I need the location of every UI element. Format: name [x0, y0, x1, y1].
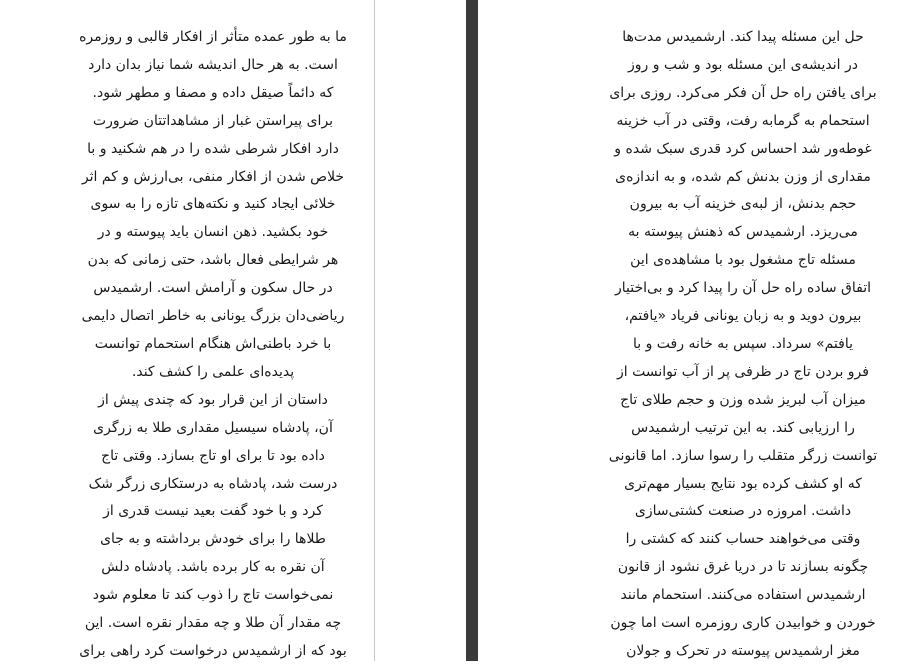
text-line: آن، پادشاه سیسیل مقداری طلا به زرگری — [93, 419, 333, 436]
text-line: پدیده‌ای علمی را کشف کند. — [131, 363, 295, 380]
book-gutter — [375, 0, 478, 661]
text-line: ما به طور عمده متأثر از افکار قالبی و روزمره — [79, 29, 347, 45]
text-line: با خرد باطنی‌اش هنگام استحمام توانست — [94, 335, 332, 352]
text-line: فرو بردن تاج در ظرفی پر از آب توانست از — [617, 363, 869, 380]
text-line: وقتی می‌خواهند حساب کنند که کشتی را — [625, 531, 861, 548]
text-line: بیرون دوید و به زبان یونانی فریاد «یافتم، — [624, 308, 862, 325]
left-page — [0, 0, 375, 661]
text-line: داشت. امروزه در صنعت کشتی‌سازی — [634, 503, 852, 520]
text-line: نمی‌خواست تاج را ذوب کند تا معلوم شود — [92, 587, 334, 604]
text-line: برای یافتن راه حل آن فکر می‌کرد. روزی برای — [609, 84, 877, 101]
text-line: بود که از ارشمیدس درخواست کرد راهی برای — [79, 642, 347, 659]
text-line: که دائماً صیقل داده و مصفا و مطهر شود. — [92, 84, 334, 101]
text-line: را ارزیابی کند. به این ترتیب ارشمیدس — [631, 419, 855, 436]
text-line: میزان آب لبریز شده وزن و حجم طلای تاج — [620, 391, 866, 408]
text-line: چه مقدار آن طلا و چه مقدار نقره است. این — [84, 615, 342, 632]
text-line: برای پیراستن غبار از مشاهداتتان ضرورت — [92, 112, 334, 129]
text-line: حجم بدنش، از لبه‌ی خزینه آب به بیرون — [629, 196, 857, 213]
text-line: داستان از این قرار بود که چندی پیش از — [98, 391, 328, 408]
text-line: ارشمیدس استفاده می‌کنند. استحمام مانند — [620, 587, 866, 604]
text-line: چگونه بسازند تا در دریا غرق نشود از قانون — [617, 559, 869, 576]
text-line: درست شد، پادشاه به درستکاری زرگر شک — [88, 475, 338, 492]
text-line: حل این مسئله پیدا کند. ارشمیدس مدت‌ها — [622, 29, 864, 45]
text-line: کرد و با خود گفت بعید نیست قدری از — [103, 503, 323, 520]
text-line: ریاضی‌دان بزرگ یونانی به خاطر اتصال دایمی — [81, 308, 345, 325]
book-spine — [466, 0, 478, 661]
text-line: آن نقره به کار برده باشد. پادشاه دلش — [101, 559, 325, 576]
text-line: خود بکشید. ذهن انسان باید پیوسته و در — [97, 224, 329, 241]
text-line: غوطه‌ور شد احساس کرد قدری سبک شده و — [614, 140, 872, 157]
text-line: می‌ریزد. ارشمیدس که ذهنش پیوسته به — [628, 224, 858, 241]
text-line: مغز ارشمیدس پیوسته در تحرک و جولان — [626, 642, 860, 659]
right-page — [478, 0, 899, 661]
text-line: داده بود تا برای او تاج بسازد. وقتی تاج — [101, 447, 325, 464]
text-line: استحمام به گرمابه رفت، وقتی در آب خزینه — [616, 112, 870, 129]
text-line: مقداری از وزن بدنش کم شده، و به اندازه‌ی — [615, 168, 871, 185]
text-line: یافتم» سرداد. سپس به خانه رفت و با — [632, 335, 854, 352]
text-line: توانست زرگر متقلب را رسوا سازد. اما قانونی — [608, 447, 878, 464]
text-line: در حال سکون و آرامش است. ارشمیدس — [93, 280, 333, 297]
text-line: خوردن و خوابیدن کاری روزمره است اما چون — [610, 615, 876, 632]
text-line: هر شرایطی فعال باشد، حتی زمانی که بدن — [87, 252, 339, 269]
text-line: دارد افکار شرطی شده را در هم شکنید و با — [87, 140, 339, 157]
text-line: مسئله تاج مشغول بود با مشاهده‌ی این — [630, 252, 856, 269]
left-page-text — [60, 24, 366, 666]
text-line: خلائی ایجاد کنید و نکته‌های تازه را به سوی — [90, 196, 336, 213]
text-line: طلاها را برای خودش برداشته و به جای — [100, 531, 326, 548]
right-page-text — [578, 24, 899, 666]
text-line: اتفاق ساده راه حل آن را پیدا کرد و بی‌اختیار — [614, 280, 871, 297]
text-line: است. به هر حال اندیشه شما نیاز بدان دارد — [88, 56, 338, 73]
text-line: خلاص شدن از افکار منفی، بی‌ارزش و کم اثر — [81, 168, 345, 185]
text-line: در اندیشه‌ی این مسئله بود و شب و روز — [627, 56, 859, 73]
text-line: که او کشف کرده بود نتایج بسیار مهم‌تری — [624, 475, 862, 492]
